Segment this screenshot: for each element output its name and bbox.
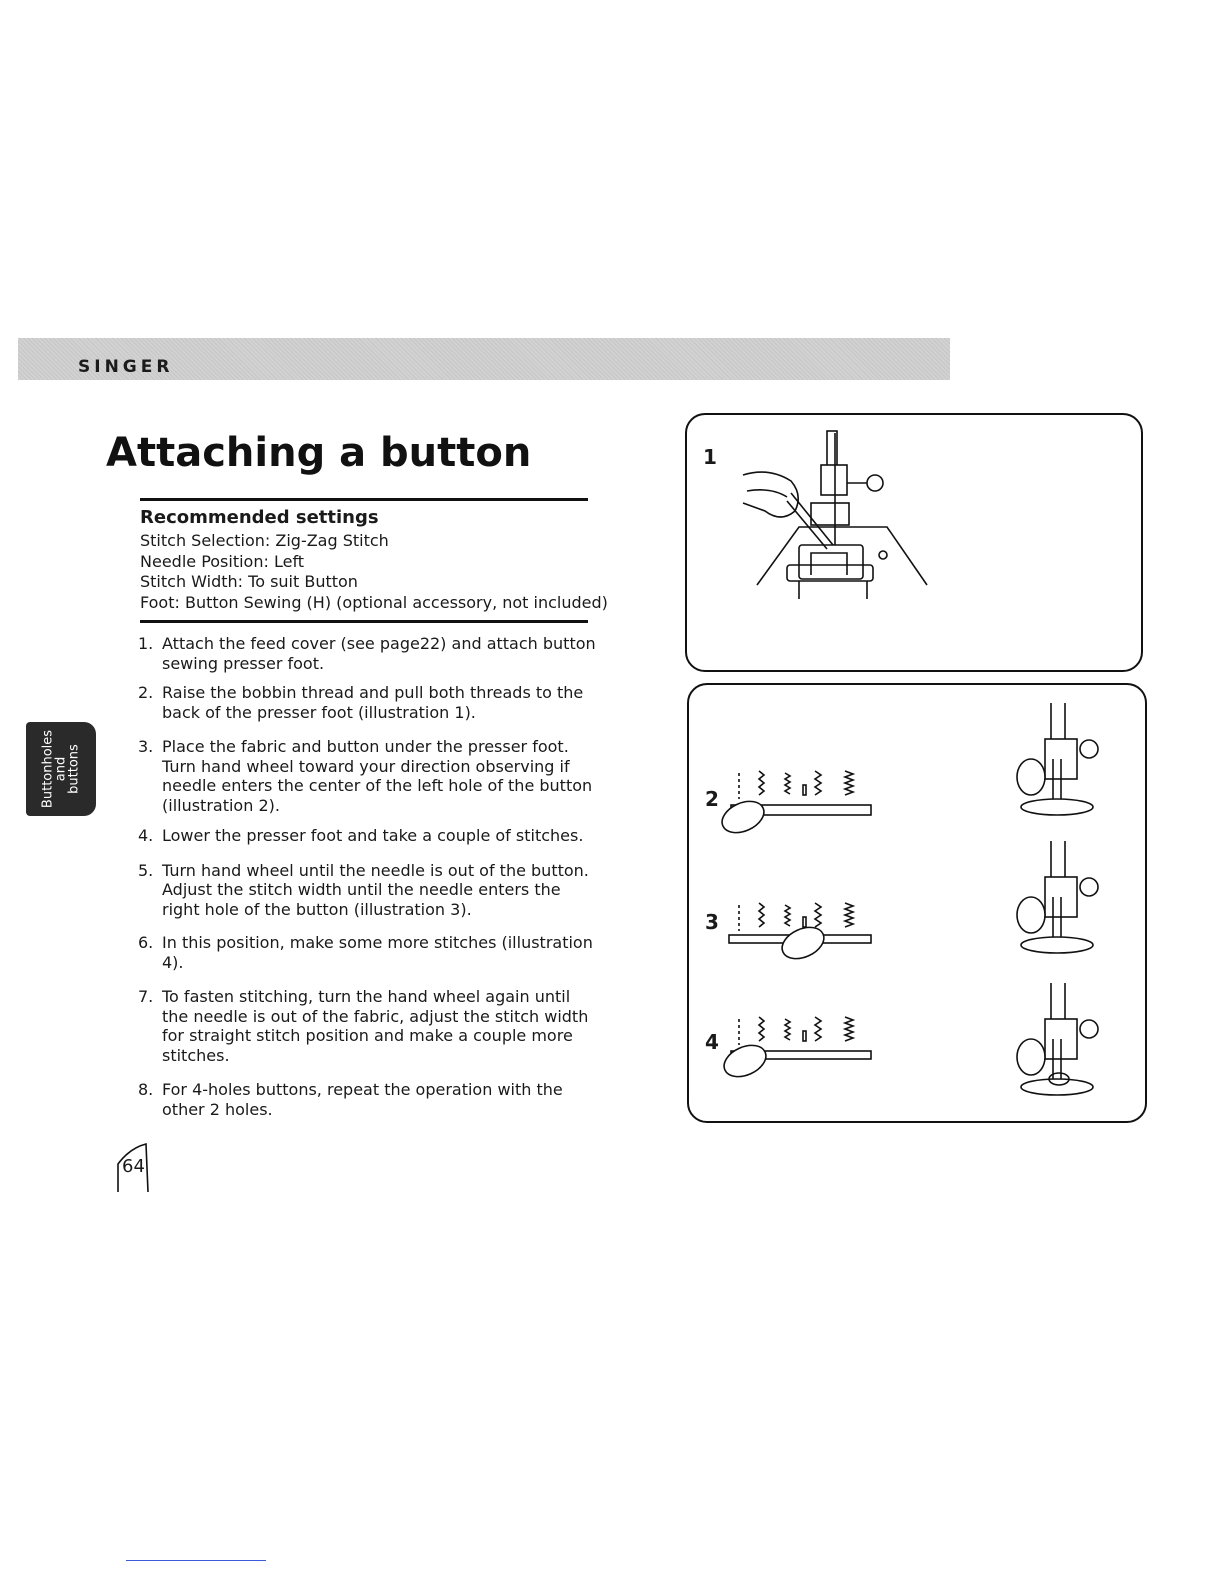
button-icon (719, 1039, 771, 1082)
step-text: Attach the feed cover (see page22) and attach button sewing presser foot. (162, 634, 596, 673)
step-item (138, 1080, 598, 1119)
step-number: 1. (138, 634, 154, 653)
step-text: Lower the presser foot and take a couple of stitches. (162, 826, 584, 845)
threading-illustration (687, 415, 1141, 670)
section-tab[interactable] (26, 722, 96, 816)
presser-foot-illustration-3 (1009, 837, 1119, 957)
step-item (138, 987, 598, 1065)
settings-heading: Recommended settings (140, 507, 379, 528)
setting-foot: Foot: Button Sewing (H) (optional accessory, not included) (140, 592, 608, 612)
step-number: 6. (138, 933, 154, 952)
step-text: Turn hand wheel until the needle is out of the button. Adjust the stitch width until the needle enters the right hole of the button (illustration 3). (162, 860, 589, 919)
step-text: For 4-holes buttons, repeat the operation with the other 2 holes. (162, 1080, 563, 1119)
section-tab-line: Buttonholes (40, 729, 56, 809)
step-text: Place the fabric and button under the presser foot. Turn hand wheel toward your direction observing if needle enters the center of the left hole of the button (illustration 2). (162, 737, 593, 815)
step-item (138, 861, 598, 920)
illustration-label: 1 (703, 445, 717, 469)
brand-logo: SINGER (78, 357, 174, 377)
step-number: 4. (138, 826, 154, 845)
button-icon (777, 921, 829, 964)
page-title: Attaching a button (106, 430, 532, 476)
button-position-left-hole (719, 765, 919, 845)
step-text: To fasten stitching, turn the hand wheel again until the needle is out of the fabric, adjust the stitch width for straight stitch position and make a couple more stitches. (162, 987, 589, 1065)
illustration-label: 2 (705, 787, 719, 811)
setting-needle-position: Needle Position: Left (140, 551, 305, 571)
step-item (138, 737, 598, 815)
settings-bottom-rule (140, 620, 588, 623)
page-number-box (116, 1140, 156, 1194)
settings-top-rule (140, 498, 588, 501)
illustration-label: 3 (705, 910, 719, 934)
illustration-1-panel (685, 413, 1143, 672)
step-item (138, 933, 598, 972)
step-number: 2. (138, 683, 154, 702)
recommended-settings (140, 507, 610, 613)
step-number: 5. (138, 860, 154, 880)
step-number: 7. (138, 987, 154, 1006)
illustrations-2-4-panel (687, 683, 1147, 1123)
step-text: In this position, make some more stitches (illustration 4). (162, 933, 593, 972)
button-icon (717, 795, 769, 838)
step-text: Raise the bobbin thread and pull both threads to the back of the presser foot (illustration 1). (162, 683, 584, 722)
presser-foot-illustration-2 (1009, 699, 1119, 819)
section-tab-line: and (53, 756, 69, 782)
illustration-label: 4 (705, 1030, 719, 1054)
step-number: 3. (138, 737, 154, 756)
step-item (138, 826, 598, 846)
setting-stitch-width: Stitch Width: To suit Button (140, 572, 358, 591)
button-position-right-hole (719, 887, 919, 967)
setting-stitch-selection: Stitch Selection: Zig-Zag Stitch (140, 531, 389, 550)
presser-foot-illustration-4 (1009, 979, 1119, 1099)
step-item (138, 634, 598, 673)
step-number: 8. (138, 1080, 154, 1099)
steps-list (138, 634, 598, 1119)
section-tab-line: buttons (66, 744, 82, 794)
hand-icon (743, 472, 798, 517)
page-number: 64 (122, 1156, 145, 1177)
presser-foot-icon (799, 545, 863, 579)
button-position-stitching (719, 1005, 919, 1085)
footer-link-underline (126, 1560, 266, 1561)
section-tab-label (42, 724, 81, 814)
step-item (138, 683, 598, 722)
